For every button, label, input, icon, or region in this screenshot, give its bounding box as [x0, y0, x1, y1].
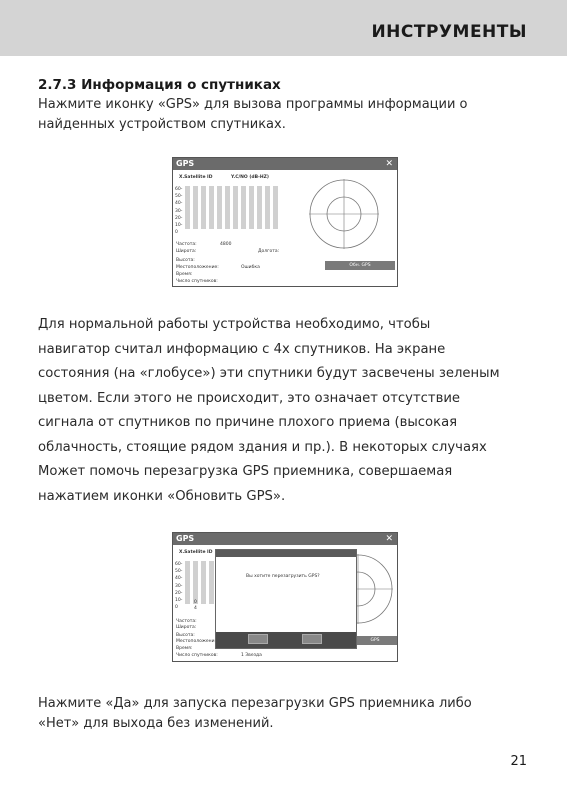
freq-label: Частота:	[176, 242, 197, 247]
section-title: 2.7.3 Информация о спутниках	[38, 77, 281, 93]
signal-bar	[209, 186, 214, 229]
gps-titlebar	[173, 158, 397, 170]
refresh-gps-button[interactable]: Обн. GPS	[325, 261, 395, 270]
alt-label: Высота:	[176, 258, 195, 263]
body-line: навигатор считал информацию с 4х спутников. На экране	[38, 341, 446, 357]
no-button[interactable]	[302, 634, 322, 644]
gps-title: GPS	[176, 159, 195, 168]
body-line: облачность, стоящие рядом здания и пр.). В некоторых случаях	[38, 439, 487, 455]
outro-line: «Нет» для выхода без изменений.	[38, 716, 274, 731]
signal-bar	[201, 186, 206, 229]
y-axis-ticks: 60- 50- 40- 30- 20- 10- 0	[175, 187, 183, 236]
bar-label: 4	[194, 606, 197, 611]
signal-bar	[249, 186, 254, 229]
lat-label: Широта:	[176, 625, 197, 630]
signal-bar	[185, 561, 190, 604]
signal-bar	[265, 186, 270, 229]
cno-label: Y.C/NO (dB-HZ)	[231, 175, 269, 180]
signal-bar	[193, 561, 198, 604]
signal-bar	[273, 186, 278, 229]
gps-screenshot	[172, 157, 398, 287]
sats-label: Число спутников:	[176, 279, 218, 284]
satellite-id-label: X.Satellite ID	[179, 175, 213, 180]
intro-paragraph	[38, 95, 518, 135]
sats-label: Число спутников:	[176, 653, 218, 658]
body-line: Может помочь перезагрузка GPS приемника, совершаемая	[38, 464, 453, 479]
lon-label: Долгота:	[258, 249, 280, 254]
restart-dialog	[215, 549, 357, 649]
dialog-message: Вы хотите перезагрузить GPS?	[246, 574, 320, 579]
page-number: 21	[510, 754, 527, 769]
signal-bar	[217, 186, 222, 229]
outro-paragraph	[38, 694, 528, 734]
body-line: сигнала от спутников по причине плохого приема (высокая	[38, 415, 458, 430]
signal-bar	[201, 561, 206, 604]
sats-value: 1 Звезда	[241, 653, 262, 658]
freq-label: Частота:	[176, 619, 197, 624]
signal-bar	[185, 186, 190, 229]
bar-value: 0	[194, 600, 197, 605]
signal-bars	[185, 561, 215, 604]
dialog-footer	[216, 632, 356, 648]
signal-bars	[185, 186, 285, 229]
pos-label: Местоположение:	[176, 265, 219, 270]
pos-value: Ошибка	[241, 265, 260, 270]
close-icon[interactable]: ✕	[385, 534, 393, 544]
body-line: состояния (на «глобусе») эти спутники будут засвечены зеленым	[38, 366, 500, 381]
body-line: нажатием иконки «Обновить GPS».	[38, 488, 286, 504]
time-label: Время:	[176, 646, 193, 651]
signal-bar	[257, 186, 262, 229]
chapter-title: ИНСТРУМЕНТЫ	[371, 22, 527, 42]
satellite-id-label: X.Satellite ID	[179, 550, 213, 555]
refresh-gps-button[interactable]: GPS	[353, 636, 397, 645]
signal-bar	[241, 186, 246, 229]
body-paragraph	[38, 313, 538, 509]
gps-titlebar	[173, 533, 397, 545]
gps-title: GPS	[176, 534, 195, 543]
y-axis-ticks: 60- 50- 40- 30- 20- 10- 0	[175, 562, 183, 611]
signal-bar	[225, 186, 230, 229]
time-label: Время:	[176, 272, 193, 277]
pos-label: Местоположени	[176, 639, 215, 644]
header-bar	[0, 0, 567, 56]
close-icon[interactable]: ✕	[385, 159, 393, 169]
freq-value: 4800	[220, 242, 232, 247]
signal-bar	[233, 186, 238, 229]
body-line: цветом. Если этого не происходит, это означает отсутствие	[38, 390, 461, 406]
gps-restart-screenshot	[172, 532, 398, 662]
signal-bar	[209, 561, 214, 604]
lat-label: Широта:	[176, 249, 197, 254]
dialog-header	[216, 550, 356, 557]
sky-plot	[309, 179, 379, 249]
outro-line: Нажмите «Да» для запуска перезагрузки GPS приемника либо	[38, 696, 472, 711]
alt-label: Высота:	[176, 633, 195, 638]
body-line: Для нормальной работы устройства необходимо, чтобы	[38, 317, 431, 332]
intro-line: найденных устройством спутниках.	[38, 117, 286, 132]
signal-bar	[193, 186, 198, 229]
yes-button[interactable]	[248, 634, 268, 644]
intro-line: Нажмите иконку «GPS» для вызова программы информации о	[38, 97, 468, 112]
